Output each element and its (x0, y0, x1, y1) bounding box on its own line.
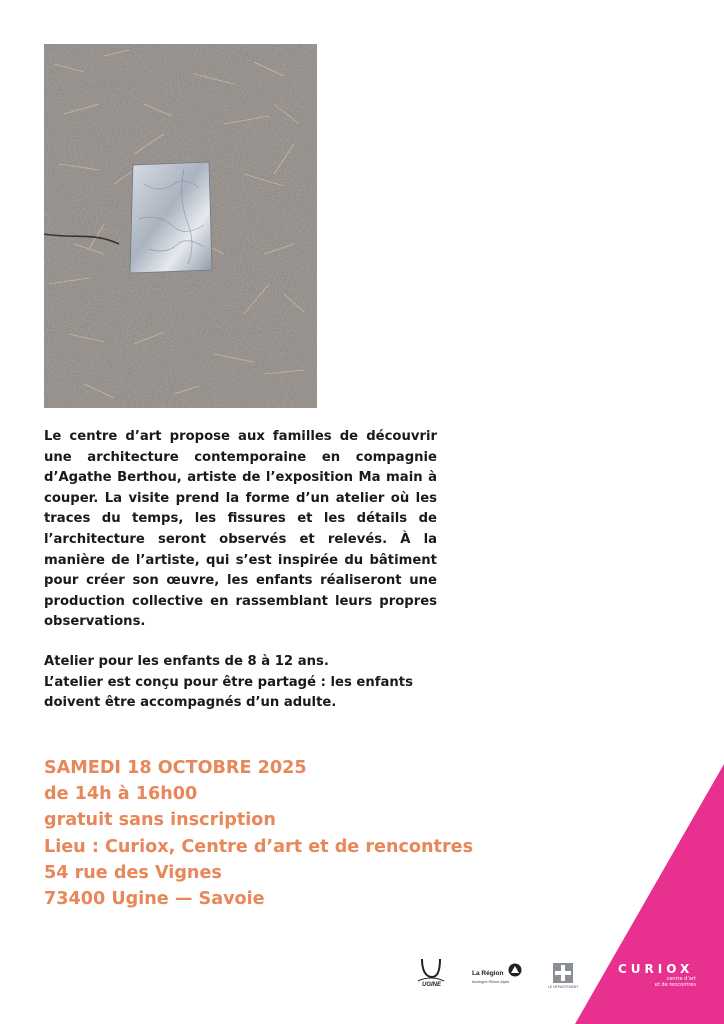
event-place: Lieu : Curiox, Centre d’art et de rencontres (44, 836, 474, 857)
savoie-sub: LE DÉPARTEMENT (548, 985, 579, 989)
region-logo (472, 955, 528, 995)
ugine-logo (416, 955, 446, 995)
ugine-text: UGINE (422, 982, 442, 988)
savoie-logo (547, 955, 581, 995)
savoie-cross-icon (553, 963, 573, 983)
region-mark-icon (508, 963, 522, 977)
event-date: SAMEDI 18 OCTOBRE 2025 (44, 758, 307, 778)
event-time: de 14h à 16h00 (44, 784, 198, 805)
curiox-sub-2: et de rencontres (654, 982, 696, 988)
curiox-logo (618, 962, 702, 1002)
region-sub: Auvergne-Rhône-Alpes (472, 980, 510, 984)
event-price: gratuit sans inscription (44, 810, 276, 831)
description-paragraph: Le centre d’art propose aux familles de découvrir une architecture contemporaine en compagnie d’Agathe Berthou, artiste de l’exposition Ma main à couper. La visite prend la forme d’un atelier où les traces du temps, les fissures et les détails de l’architecture seront observés et relevés. À la manière de l’artiste, qui s’est inspirée du bâtiment pour créer son œuvre, les enfants réaliseront une production collective en rassemblant leurs propres observations. (44, 429, 437, 630)
curiox-sub-1: centre d’art (666, 976, 696, 982)
accompaniment-info: L’atelier est conçu pour être partagé : les enfants doivent être accompagnés d’un adulte. (44, 674, 413, 711)
region-name: La Région (472, 970, 504, 977)
age-info: Atelier pour les enfants de 8 à 12 ans. (44, 654, 329, 669)
event-street: 54 rue des Vignes (44, 862, 222, 883)
event-city: 73400 Ugine — Savoie (44, 889, 265, 910)
curiox-name: CURIOX (618, 962, 694, 976)
